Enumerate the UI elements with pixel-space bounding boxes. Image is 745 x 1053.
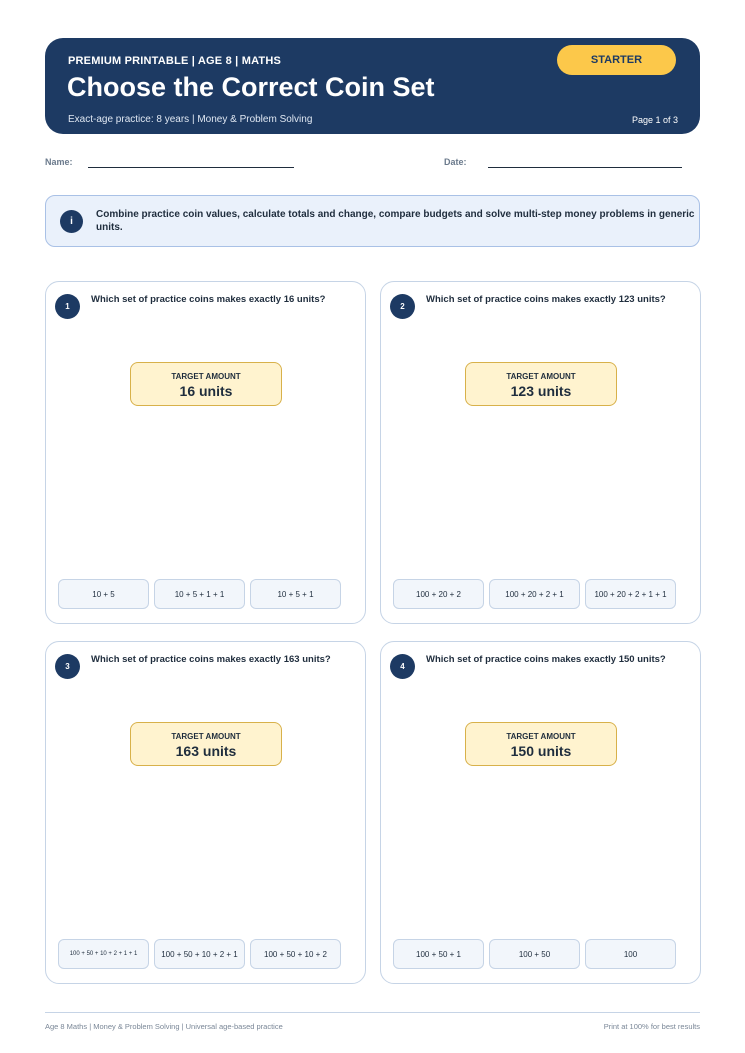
header-kicker: PREMIUM PRINTABLE | AGE 8 | MATHS [68,55,282,67]
footer-left-text: Age 8 Maths | Money & Problem Solving | Universal age-based practice [45,1022,283,1031]
target-amount-box [130,362,282,406]
answer-options [58,579,341,609]
page-header [45,38,700,134]
question-text: Which set of practice coins makes exactly 123 units? [426,294,666,305]
name-label: Name: [45,157,73,167]
answer-option[interactable]: 10 + 5 + 1 [250,579,341,609]
question-card-1 [45,281,366,624]
target-amount-box [465,362,617,406]
footer-right-text: Print at 100% for best results [603,1022,700,1031]
info-icon: i [60,210,83,233]
answer-option[interactable]: 100 + 20 + 2 + 1 [489,579,580,609]
question-number: 4 [390,654,415,679]
answer-option[interactable]: 10 + 5 [58,579,149,609]
answer-option[interactable]: 100 + 50 + 1 [393,939,484,969]
footer-divider [45,1012,700,1013]
page-title: Choose the Correct Coin Set [67,72,435,102]
target-label: TARGET AMOUNT [171,372,241,381]
name-line[interactable] [88,167,294,168]
question-number: 1 [55,294,80,319]
target-value: 16 units [179,383,233,399]
question-text: Which set of practice coins makes exactly 150 units? [426,654,666,665]
answer-option[interactable]: 10 + 5 + 1 + 1 [154,579,245,609]
question-text: Which set of practice coins makes exactly 163 units? [91,654,331,665]
instructions-box [45,195,700,247]
date-line[interactable] [488,167,682,168]
date-label: Date: [444,157,467,167]
answer-option[interactable]: 100 [585,939,676,969]
question-text: Which set of practice coins makes exactly 16 units? [91,294,326,305]
instructions-text: Combine practice coin values, calculate totals and change, compare budgets and solve multi-step money problems in generic units. [96,209,695,233]
target-amount-box [130,722,282,766]
question-number: 3 [55,654,80,679]
question-card-4 [380,641,701,984]
answer-options [393,939,676,969]
question-card-3 [45,641,366,984]
question-number: 2 [390,294,415,319]
answer-options [393,579,676,609]
answer-option[interactable]: 100 + 50 [489,939,580,969]
page-number: Page 1 of 3 [631,115,678,125]
target-amount-box [465,722,617,766]
level-badge: STARTER [557,45,676,75]
target-label: TARGET AMOUNT [171,732,241,741]
target-value: 150 units [510,743,572,759]
header-subtitle: Exact-age practice: 8 years | Money & Problem Solving [68,114,313,125]
question-card-2 [380,281,701,624]
answer-option[interactable]: 100 + 50 + 10 + 2 + 1 [154,939,245,969]
answer-options [58,939,341,969]
target-label: TARGET AMOUNT [506,732,576,741]
target-value: 163 units [175,743,237,759]
target-label: TARGET AMOUNT [506,372,576,381]
answer-option[interactable]: 100 + 50 + 10 + 2 [250,939,341,969]
answer-option[interactable]: 100 + 50 + 10 + 2 + 1 + 1 [58,939,149,969]
target-value: 123 units [510,383,572,399]
answer-option[interactable]: 100 + 20 + 2 + 1 + 1 [585,579,676,609]
answer-option[interactable]: 100 + 20 + 2 [393,579,484,609]
